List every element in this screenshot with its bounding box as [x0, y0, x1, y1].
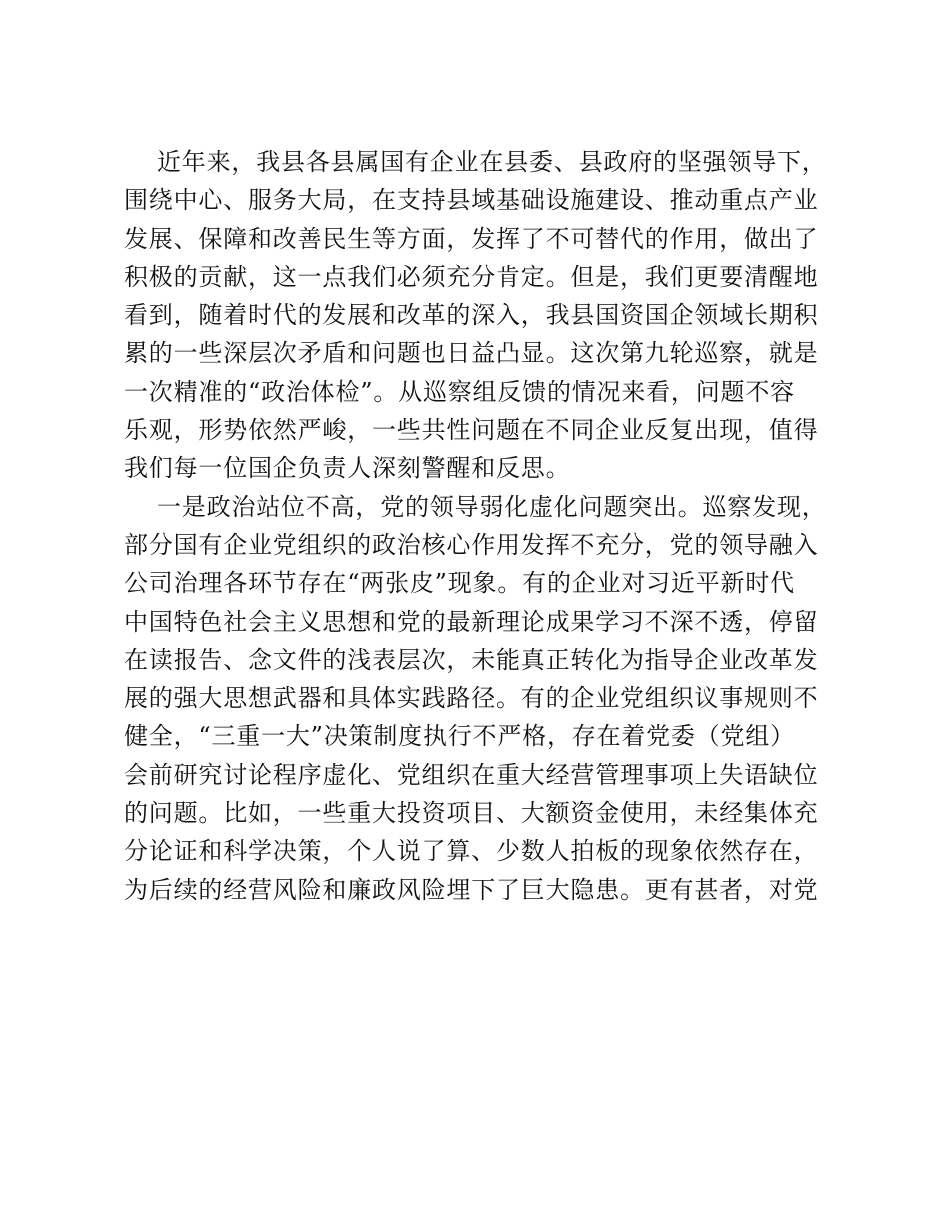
text-line: 中国特色社会主义思想和党的最新理论成果学习不深不透，停留 [124, 607, 819, 636]
text-line: 一是政治站位不高，党的领导弱化虚化问题突出。巡察发现， [157, 492, 827, 521]
text-line: 近年来，我县各县属国有企业在县委、县政府的坚强领导下， [157, 148, 827, 176]
text-line: 累的一些深层次矛盾和问题也日益凸显。这次第九轮巡察，就是 [124, 339, 819, 368]
text-line: 展的强大思想武器和具体实践路径。有的企业党组织议事规则不 [124, 684, 819, 713]
text-line: 积极的贡献，这一点我们必须充分肯定。但是，我们更要清醒地 [124, 262, 819, 291]
text-line: 看到，随着时代的发展和改革的深入，我县国资国企领域长期积 [124, 301, 819, 330]
text-line: 的问题。比如，一些重大投资项目、大额资金使用，未经集体充 [124, 799, 819, 828]
text-line: 会前研究讨论程序虚化、党组织在重大经营管理事项上失语缺位 [124, 760, 819, 789]
text-line: 在读报告、念文件的浅表层次，未能真正转化为指导企业改革发 [124, 645, 819, 674]
text-line: 我们每一位国企负责人深刻警醒和反思。 [124, 454, 571, 483]
paragraph-point-one [124, 488, 827, 909]
text-line: 围绕中心、服务大局，在支持县域基础设施建设、推动重点产业 [124, 186, 819, 215]
document-body [124, 143, 827, 909]
text-line: 健全，“三重一大”决策制度执行不严格，存在着党委（党组） [124, 722, 795, 751]
paragraph-intro [124, 143, 827, 488]
text-line: 一次精准的“政治体检”。从巡察组反馈的情况来看，问题不容 [124, 377, 795, 406]
text-line: 为后续的经营风险和廉政风险埋下了巨大隐患。更有甚者，对党 [124, 875, 819, 904]
text-line: 乐观，形势依然严峻，一些共性问题在不同企业反复出现，值得 [124, 416, 819, 445]
text-line: 部分国有企业党组织的政治核心作用发挥不充分，党的领导融入 [124, 530, 819, 559]
text-line: 公司治理各环节存在“两张皮”现象。有的企业对习近平新时代 [124, 569, 795, 598]
text-line: 发展、保障和改善民生等方面，发挥了不可替代的作用，做出了 [124, 224, 819, 253]
text-line: 分论证和科学决策，个人说了算、少数人拍板的现象依然存在， [124, 837, 819, 866]
